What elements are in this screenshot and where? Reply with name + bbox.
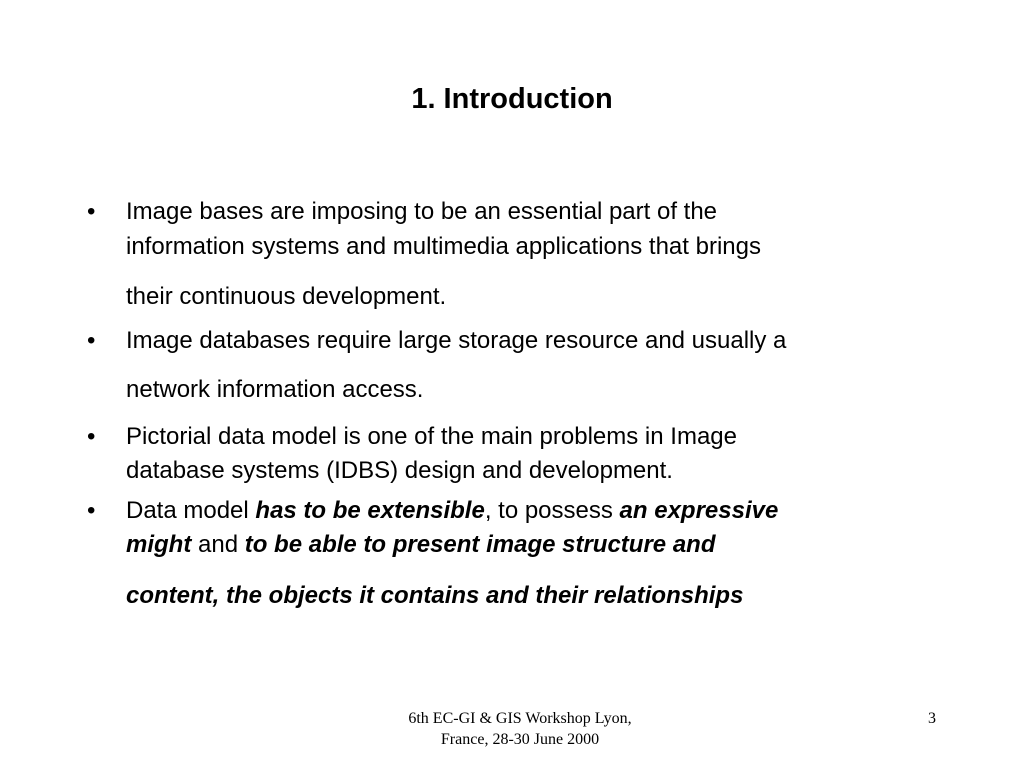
bullet-marker: •: [87, 497, 96, 524]
emphasis-text: to be able to present image structure and: [244, 531, 716, 558]
bullet-text-line: content, the objects it contains and their relationships: [126, 582, 744, 609]
bullet-text-line: Image databases require large storage resource and usually a: [126, 327, 787, 354]
bullet-text-line: [126, 527, 715, 563]
page-number: 3: [928, 710, 936, 727]
plain-text: Data model: [126, 497, 256, 524]
bullet-marker: •: [87, 327, 96, 354]
bullet-text-line: database systems (IDBS) design and development.: [126, 457, 673, 484]
slide-title: 1. Introduction: [411, 83, 613, 115]
bullet-text-line: Pictorial data model is one of the main problems in Image: [126, 423, 737, 450]
bullet-text-line: [126, 493, 778, 529]
emphasis-text: has to be extensible: [255, 497, 485, 524]
footer-line: France, 28-30 June 2000: [440, 731, 600, 748]
bullet-text-line: their continuous development.: [126, 283, 447, 310]
emphasis-text: an expressive: [619, 497, 779, 524]
slide-footer: [340, 708, 700, 750]
bullet-text-line: information systems and multimedia applications that brings: [126, 233, 761, 260]
bullet-text-line: Image bases are imposing to be an essential part of the: [126, 198, 718, 225]
footer-line: 6th EC-GI & GIS Workshop Lyon,: [408, 710, 632, 727]
plain-text: and: [191, 531, 245, 558]
plain-text: , to possess: [484, 497, 620, 524]
bullet-marker: •: [87, 198, 96, 225]
bullet-marker: •: [87, 423, 96, 450]
emphasis-text: might: [126, 531, 192, 558]
bullet-text-line: network information access.: [126, 376, 424, 403]
